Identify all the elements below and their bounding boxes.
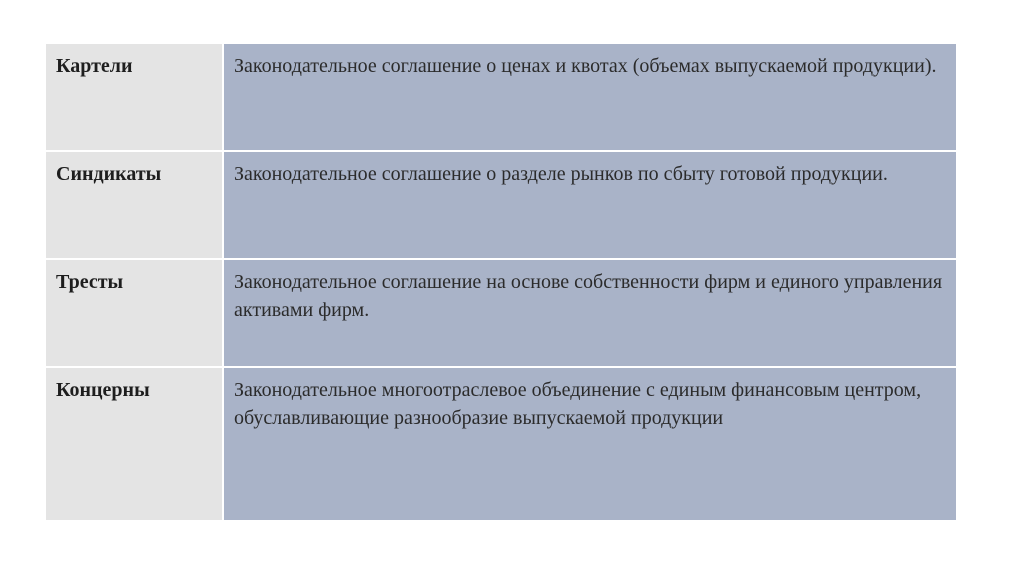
table-row (46, 259, 956, 367)
description-cell: Законодательное соглашение о разделе рынков по сбыту готовой продукции. (223, 151, 956, 259)
table-row (46, 43, 956, 151)
table-row (46, 151, 956, 259)
definitions-table (46, 42, 956, 522)
table-row (46, 367, 956, 521)
term-cell: Тресты (46, 259, 223, 367)
description-cell: Законодательное соглашение о ценах и квотах (объемах выпускаемой продукции). (223, 43, 956, 151)
description-cell: Законодательное соглашение на основе собственности фирм и единого управления активами фирм. (223, 259, 956, 367)
description-cell: Законодательное многоотраслевое объединение с единым финансовым центром, обуславливающие разнообразие выпускаемой продукции (223, 367, 956, 521)
term-cell: Концерны (46, 367, 223, 521)
term-cell: Синдикаты (46, 151, 223, 259)
term-cell: Картели (46, 43, 223, 151)
